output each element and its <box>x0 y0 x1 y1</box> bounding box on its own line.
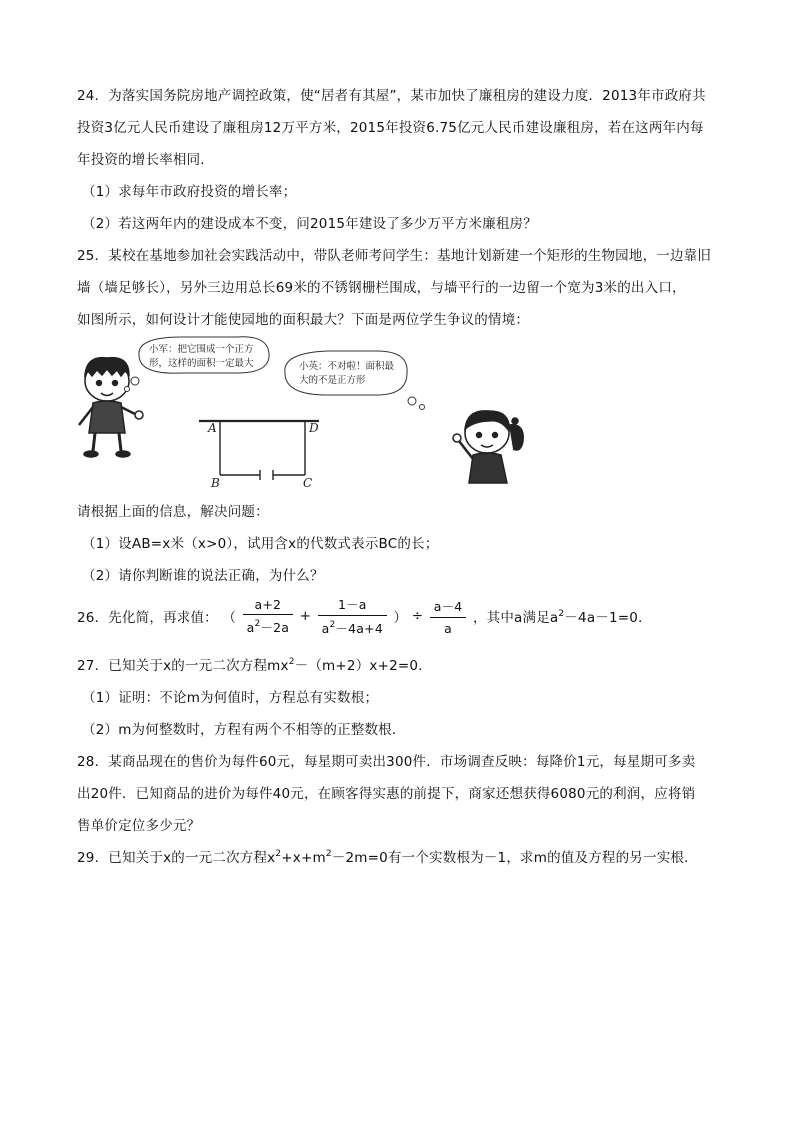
q26-frac3-numerator: a－4 <box>433 598 463 614</box>
girl-bubble-text-1: 小英：不对啦！面积最 <box>299 361 395 372</box>
girl-illustration <box>453 411 523 483</box>
q26-plus: + <box>299 608 312 624</box>
q26-lead: 26．先化简，再求值： <box>77 610 218 626</box>
q26-close-paren: ） <box>393 610 408 626</box>
q24-sub-2: （2）若这两年内的建设成本不变，问2015年建设了多少万平方米廉租房？ <box>82 216 537 232</box>
q25-figure <box>77 333 532 488</box>
q24-line-2: 投资3亿元人民币建设了廉租房12万平方米，2015年投资6.75亿元人民币建设廉租房，若在这两年内每 <box>77 120 704 136</box>
boy-bubble-text-2: 形，这样的面积一定最大 <box>149 358 254 369</box>
q25-prompt: 请根据上面的信息，解决问题： <box>77 504 269 520</box>
girl-bubble-text-2: 大的不是正方形 <box>299 375 366 386</box>
q26-frac1-numerator: a+2 <box>254 596 282 612</box>
q26-frac1-denominator: $a^2-2a$ <box>243 614 294 636</box>
label-b: B <box>211 476 220 488</box>
girl-speech-bubble <box>285 351 425 410</box>
label-c: C <box>303 476 313 488</box>
q26-frac2-numerator: 1－a <box>337 597 367 612</box>
boy-speech-bubble <box>125 337 270 392</box>
q26-open-paren: （ <box>222 610 237 626</box>
q26-fraction-2 <box>318 595 387 637</box>
boy-illustration <box>79 358 143 457</box>
q28-line-2: 出20件．已知商品的进价为每件40元，在顾客得实惠的前提下，商家还想获得6080元的利润，应将销 <box>77 786 696 802</box>
q25-line-2: 墙（墙足够长），另外三边用总长69米的不锈钢栅栏围成，与墙平行的一边留一个宽为3米的出入口， <box>77 280 686 296</box>
q26-frac2-denominator: $a^2-4a+4$ <box>318 615 387 637</box>
q28-line-1: 28．某商品现在的售价为每件60元，每星期可卖出300件．市场调查反映：每降价1元，每星期可多卖 <box>77 754 696 770</box>
q26-fraction-3 <box>430 597 467 636</box>
label-d: D <box>309 421 319 435</box>
garden-diagram <box>199 421 319 480</box>
q26-expression <box>77 595 652 637</box>
q24-sub-1: （1）求每年市政府投资的增长率； <box>82 184 297 200</box>
q29-line: 29．已知关于x的一元二次方程$x^2+x+m^2-2m=0$有一个实数根为－1，求m的值及方程的另一实根． <box>77 849 698 866</box>
q26-divide: ÷ <box>411 608 424 624</box>
q24-line-1: 24．为落实国务院房地产调控政策，使“居者有其屋”，某市加快了廉租房的建设力度．2013年市政府共 <box>77 88 706 104</box>
q25-sub-1: （1）设AB=x米（x>0），试用含x的代数式表示BC的长； <box>82 536 439 552</box>
q26-frac3-denominator: a <box>430 617 467 636</box>
q25-sub-2: （2）请你判断谁的说法正确，为什么？ <box>82 568 324 584</box>
q24-line-3: 年投资的增长率相同． <box>77 152 214 168</box>
q26-condition: ，其中a满足$a^2-4a-1=0$． <box>472 609 652 626</box>
q27-sub-1: （1）证明：不论m为何值时，方程总有实数根； <box>82 690 379 706</box>
q28-line-3: 售单价定位多少元？ <box>77 818 201 834</box>
q26-fraction-1 <box>243 597 294 636</box>
boy-bubble-text-1: 小军：把它围成一个正方 <box>149 344 254 355</box>
label-a: A <box>208 421 217 435</box>
q25-line-3: 如图所示，如何设计才能使园地的面积最大？下面是两位学生争议的情境： <box>77 312 530 328</box>
q25-line-1: 25．某校在基地参加社会实践活动中，带队老师考问学生：基地计划新建一个矩形的生物园地，一边靠旧 <box>77 248 712 264</box>
q27-sub-2: （2）m为何整数时，方程有两个不相等的正整数根． <box>82 722 406 738</box>
q27-line: 27．已知关于x的一元二次方程$mx^2-(m+2)x+2=0$． <box>77 657 432 674</box>
